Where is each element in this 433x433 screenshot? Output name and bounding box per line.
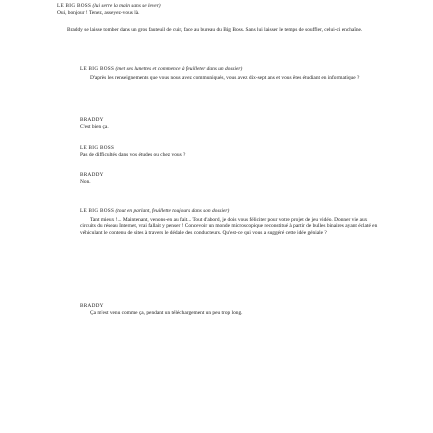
dialogue-bigboss-2: [80, 66, 395, 81]
speaker-name: LE BIG BOSS: [80, 145, 115, 151]
narration-paragraph: Braddy se laisse tomber dans un gros fauteuil de cuir, face au bureau du Big Boss. Sans lui laisser le temps de souffler, celui-ci enchaîne.: [67, 27, 363, 33]
dialogue-bigboss-4: [80, 208, 380, 236]
dialogue-bigboss-1: [57, 3, 402, 16]
speaker-name: BRADDY: [80, 117, 104, 123]
dialogue-line: D'après les renseignements que vous nous avez communiqués, vous avez dix-sept ans et vous êtes étudiant en informatique ?: [90, 74, 360, 81]
speaker-name: LE BIG BOSS: [57, 3, 92, 9]
stage-direction: (lui serre la main sans se lever): [92, 3, 161, 9]
speaker-name: LE BIG BOSS: [80, 66, 115, 72]
dialogue-bigboss-3: [80, 145, 380, 158]
dialogue-braddy-1: [80, 117, 380, 130]
speaker-name: BRADDY: [80, 303, 104, 309]
stage-direction: (tout en parlant, feuillette toujours dans son dossier): [115, 208, 230, 214]
stage-direction: (met ses lunettes et commence à feuilleter dans un dossier): [115, 66, 243, 72]
dialogue-line: Pas de difficultés dans vos études ou chez vous ?: [80, 151, 186, 158]
dialogue-line: C'est bien ça.: [80, 123, 109, 130]
dialogue-braddy-2: [80, 172, 380, 185]
dialogue-braddy-3: [80, 303, 380, 316]
speaker-name: BRADDY: [80, 172, 104, 178]
speaker-name: LE BIG BOSS: [80, 208, 115, 214]
dialogue-line: Tant mieux !... Maintenant, venons-en au fait... Tout d'abord, je dois vous féliciter pour votre projet de jeu vidéo. Donner vie aux circuits du réseau Internet, vrai fallait y penser ! Concevoir un monde microscopique reconstitué à partir de bulles binaires ayant éclaté en véhiculant le contenu de sites à travers le dédale des conducteurs. Qu'est-ce qui vous a suggéré cette idée géniale ?: [80, 216, 378, 236]
dialogue-line: Oui, bonjour ! Tenez, asseyez-vous là.: [57, 9, 140, 16]
dialogue-line: Non.: [80, 178, 91, 185]
dialogue-line: Ça m'est venu comme ça, pendant un téléchargement un peu trop long.: [90, 309, 243, 316]
